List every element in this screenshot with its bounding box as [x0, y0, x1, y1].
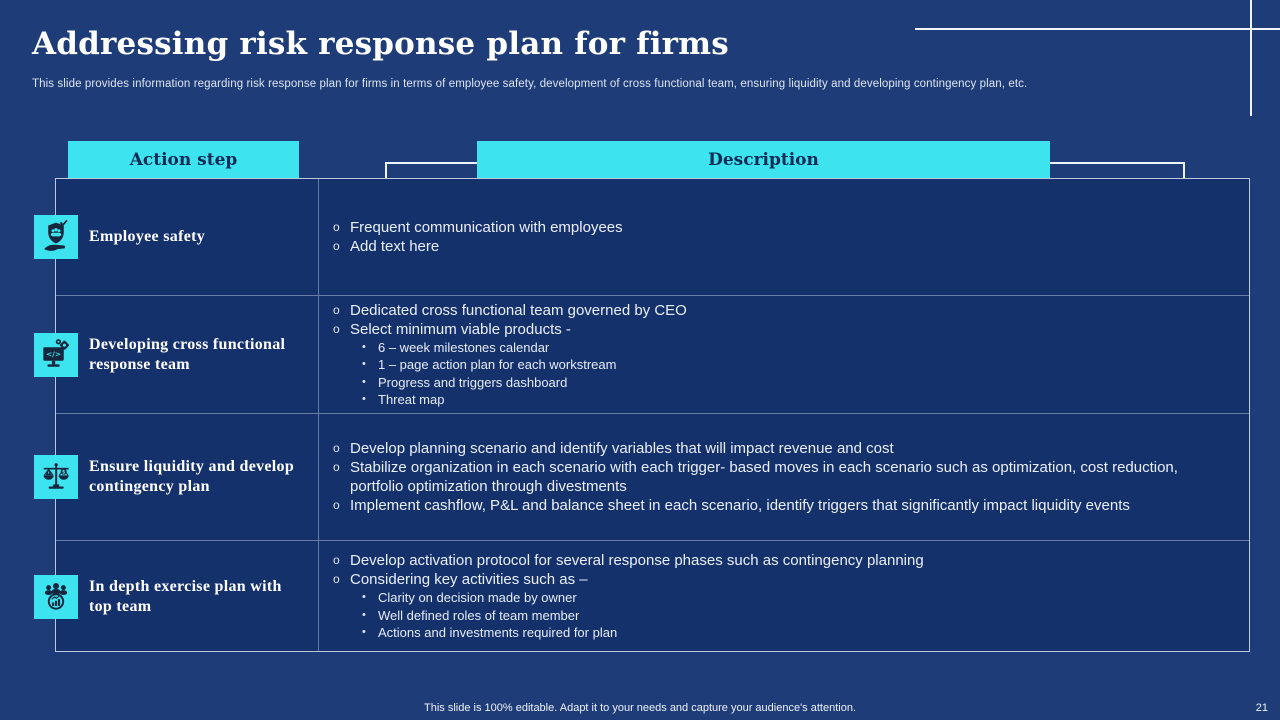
description-cell: [319, 414, 1249, 540]
sub-bullet-item: [331, 374, 1223, 392]
bullet-item: [331, 458, 1223, 496]
bullet-text: Frequent communication with employees: [350, 219, 623, 236]
bullet-item: [331, 570, 1223, 589]
risk-response-table: [46, 178, 1250, 652]
bullet-marker: •: [362, 591, 366, 604]
table-row: [56, 413, 1249, 540]
bullet-marker: o: [333, 498, 340, 512]
bullet-item: [331, 320, 1223, 339]
sub-bullet-text: 6 – week milestones calendar: [378, 339, 550, 355]
page-number: 21: [1255, 702, 1268, 714]
bullet-marker: o: [333, 572, 340, 587]
action-step-label: Ensure liquidity and develop contingency plan: [89, 458, 295, 495]
svg-text:$: $: [61, 469, 66, 476]
bullet-marker: •: [362, 358, 366, 370]
bullet-text: Considering key activities such as –: [350, 571, 588, 589]
bullet-text: Select minimum viable products -: [350, 320, 571, 338]
column-header-action-step: [68, 141, 299, 178]
bullet-marker: o: [333, 321, 340, 336]
bullet-text: Implement cashflow, P&L and balance sheet in each scenario, identify triggers that significantly impact liquidity events: [350, 497, 1130, 514]
bullet-text: Develop planning scenario and identify variables that will impact revenue and cost: [350, 440, 894, 457]
balance-scale-icon: [34, 455, 78, 499]
bullet-marker: o: [333, 220, 340, 234]
sub-bullet-text: Threat map: [378, 392, 445, 407]
action-cell: [56, 179, 319, 295]
action-step-label: In depth exercise plan with top team: [89, 577, 282, 615]
team-analytics-icon: [34, 575, 78, 619]
footer-note: This slide is 100% editable. Adapt it to your needs and capture your audience's attention.: [424, 702, 856, 714]
sub-bullet-item: [331, 607, 1223, 625]
bullet-marker: •: [362, 626, 366, 639]
description-cell: [319, 179, 1249, 295]
bullet-marker: o: [333, 302, 340, 317]
description-cell: [319, 296, 1249, 413]
sub-bullet-text: Actions and investments required for plan: [378, 625, 618, 641]
action-cell: [56, 541, 319, 652]
bullet-item: [331, 551, 1223, 570]
bullet-marker: •: [362, 375, 366, 388]
bullet-text: Add text here: [350, 238, 440, 255]
connector-bracket-left: [385, 162, 477, 178]
bullet-item: [331, 218, 1223, 237]
action-step-label: Employee safety: [89, 228, 206, 245]
bullet-item: [331, 439, 1223, 458]
sub-bullet-item: [331, 356, 1223, 374]
sub-bullet-item: [331, 391, 1223, 409]
decor-horizontal-line: [915, 28, 1280, 30]
sub-bullet-text: Clarity on decision made by owner: [378, 590, 577, 606]
shield-hand-icon: [34, 215, 78, 259]
bullet-text: Dedicated cross functional team governed by CEO: [350, 301, 687, 319]
svg-text:</>: </>: [46, 349, 62, 359]
column-header-description: [477, 141, 1050, 178]
page-subtitle: This slide provides information regarding risk response plan for firms in terms of employee safety, development of cross functional team, ensuring liquidity and developing contingency plan, etc.: [32, 78, 1028, 90]
action-step-header-label: Action step: [129, 149, 238, 170]
bullet-item: [331, 237, 1223, 256]
connector-bracket-right: [1050, 162, 1185, 178]
sub-bullet-text: Progress and triggers dashboard: [378, 374, 568, 390]
action-cell: [46, 296, 319, 413]
bullet-marker: •: [362, 608, 366, 621]
bullet-marker: o: [333, 460, 340, 474]
bullet-marker: o: [333, 441, 340, 455]
table-row: [56, 540, 1249, 652]
description-header-label: Description: [708, 149, 819, 170]
bullet-marker: o: [333, 239, 340, 253]
decor-vertical-line: [1250, 0, 1252, 116]
bullet-marker: •: [362, 393, 366, 405]
table-row: [56, 179, 1249, 295]
action-step-label: Developing cross functional response team: [89, 335, 286, 373]
sub-bullet-item: [331, 589, 1223, 607]
monitor-gears-icon: [34, 333, 78, 377]
table-row: [46, 295, 1249, 413]
page-title: Addressing risk response plan for firms: [32, 26, 729, 62]
bullet-item: [331, 496, 1223, 515]
bullet-marker: o: [333, 553, 340, 568]
sub-bullet-text: 1 – page action plan for each workstream: [378, 357, 617, 372]
sub-bullet-item: [331, 624, 1223, 642]
bullet-item: [331, 301, 1223, 320]
description-cell: [319, 541, 1249, 652]
bullet-marker: •: [362, 340, 366, 353]
sub-bullet-item: [331, 339, 1223, 357]
bullet-text: Stabilize organization in each scenario with each trigger- based moves in each scenario such as optimization, cost reduction, portfolio optimization through divestments: [350, 459, 1178, 495]
sub-bullet-text: Well defined roles of team member: [378, 607, 580, 623]
action-cell: [56, 414, 319, 540]
bullet-text: Develop activation protocol for several response phases such as contingency planning: [350, 552, 924, 570]
